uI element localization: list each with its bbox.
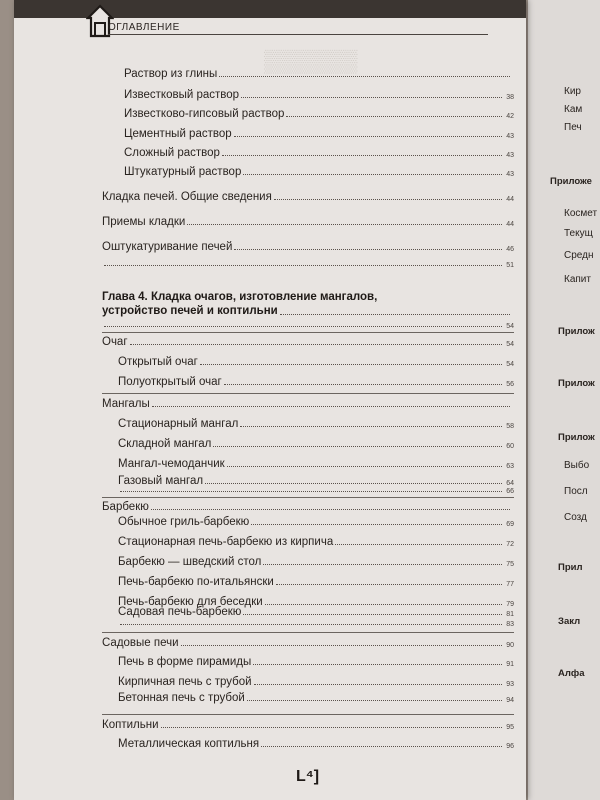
leader-dots xyxy=(152,405,510,407)
toc-entry[interactable] xyxy=(102,212,514,228)
toc-entry[interactable] xyxy=(124,85,514,101)
toc-entry-label: Стационарная печь-барбекю из кирпича xyxy=(118,536,334,548)
toc-page xyxy=(14,0,526,800)
toc-entry-page: 94 xyxy=(506,697,514,704)
leader-dots xyxy=(263,563,502,565)
toc-entry-label: Полуоткрытый очаг xyxy=(118,376,222,388)
toc-entry[interactable] xyxy=(118,454,514,470)
toc-section-page: 95 xyxy=(506,724,514,731)
leader-dots xyxy=(224,383,502,385)
toc-section-label: Садовые печи xyxy=(102,637,179,649)
leader-dots xyxy=(120,623,502,625)
toc-section-label: Коптильни xyxy=(102,719,159,731)
toc-entry-label: Складной мангал xyxy=(118,438,212,450)
leader-dots xyxy=(241,96,502,98)
toc-entry-page: 91 xyxy=(506,661,514,668)
chapter-heading[interactable] xyxy=(102,290,512,318)
toc-entry[interactable] xyxy=(118,734,514,750)
table-of-contents xyxy=(14,0,526,800)
leader-dots xyxy=(161,726,503,728)
bleed-through-text: ▒▒▒▒▒▒ xyxy=(264,48,358,73)
toc-section-label: Мангалы xyxy=(102,398,150,410)
right-page-line: Приложе xyxy=(550,176,592,187)
toc-entry-label: Мангал-чемоданчик xyxy=(118,458,225,470)
page-number-mark: L⁴] xyxy=(296,768,320,785)
right-page-line: Прилож xyxy=(558,378,595,389)
toc-entry-label: Печь-барбекю для беседки xyxy=(118,596,263,608)
toc-entry[interactable] xyxy=(118,552,514,568)
right-page-line: Кир xyxy=(564,86,581,97)
right-page-line: Выбо xyxy=(564,460,590,471)
leader-dots xyxy=(240,425,502,427)
toc-entry-label: Барбекю — шведский стол xyxy=(118,556,262,568)
toc-entry-label: Печь в форме пирамиды xyxy=(118,656,252,668)
leader-dots xyxy=(227,465,503,467)
toc-entry[interactable] xyxy=(118,572,514,588)
toc-section[interactable] xyxy=(102,332,514,348)
toc-entry-page: 58 xyxy=(506,423,514,430)
toc-entry-page: 44 xyxy=(506,196,514,203)
toc-entry[interactable] xyxy=(118,352,514,368)
toc-entry[interactable] xyxy=(124,64,514,80)
toc-entry[interactable] xyxy=(118,688,514,704)
chapter-page-row xyxy=(102,320,514,330)
leader-dots xyxy=(335,543,502,545)
toc-entry-page: 72 xyxy=(506,541,514,548)
toc-entry-page: 93 xyxy=(506,681,514,688)
toc-entry[interactable] xyxy=(102,237,514,253)
toc-entry-page: 44 xyxy=(506,221,514,228)
toc-entry-label: Садовая печь-барбекю xyxy=(118,606,242,618)
leader-dots xyxy=(280,314,510,315)
toc-section[interactable] xyxy=(102,633,514,649)
toc-entry-label: Цементный раствор xyxy=(124,128,232,140)
toc-entry-page: 54 xyxy=(506,361,514,368)
leader-dots xyxy=(234,248,502,250)
leader-dots xyxy=(187,223,502,225)
chapter-page: 54 xyxy=(506,323,514,330)
toc-entry[interactable] xyxy=(124,124,514,140)
toc-entry-page: 66 xyxy=(506,488,514,495)
leader-dots xyxy=(243,173,502,175)
toc-entry-label: Сложный раствор xyxy=(124,147,220,159)
toc-entry[interactable] xyxy=(118,532,514,548)
toc-entry-page: 69 xyxy=(506,521,514,528)
toc-entry-page: 96 xyxy=(506,743,514,750)
toc-section-label: Очаг xyxy=(102,336,128,348)
toc-entry-page: 60 xyxy=(506,443,514,450)
leader-dots xyxy=(213,445,502,447)
toc-section-page: 90 xyxy=(506,642,514,649)
right-page-line: Закл xyxy=(558,616,581,627)
toc-entry-label: Кирпичная печь с трубой xyxy=(118,676,252,688)
toc-entry-label: Открытый очаг xyxy=(118,356,198,368)
leader-dots xyxy=(104,264,502,266)
toc-entry[interactable] xyxy=(118,479,514,495)
toc-entry-label: Оштукатуривание печей xyxy=(102,241,233,253)
leader-dots xyxy=(222,154,502,156)
toc-entry-label: Раствор из глины xyxy=(124,68,218,80)
toc-entry-page: 38 xyxy=(506,94,514,101)
leader-dots xyxy=(130,343,503,345)
toc-entry-page: 81 xyxy=(506,611,514,618)
toc-section[interactable] xyxy=(102,394,514,410)
right-page-line: Кам xyxy=(564,104,583,115)
right-page-line: Текущ xyxy=(564,228,593,239)
toc-entry-page: 75 xyxy=(506,561,514,568)
toc-entry-label: Штукатурный раствор xyxy=(124,166,242,178)
toc-entry-page: 43 xyxy=(506,133,514,140)
leader-dots xyxy=(247,699,502,701)
toc-entry-page: 64 xyxy=(506,480,514,487)
toc-entry[interactable] xyxy=(118,414,514,430)
toc-entry-page: 83 xyxy=(506,621,514,628)
toc-entry-page: 42 xyxy=(506,113,514,120)
toc-entry[interactable] xyxy=(124,104,514,120)
toc-entry[interactable] xyxy=(102,187,514,203)
chapter-title-line2: устройство печей и коптильни xyxy=(102,305,278,317)
toc-entry-label: Газовый мангал xyxy=(118,475,204,487)
toc-entry[interactable] xyxy=(118,434,514,450)
toc-section[interactable] xyxy=(102,497,514,513)
toc-entry-label: Стационарный мангал xyxy=(118,418,239,430)
leader-dots xyxy=(251,523,502,525)
leader-dots xyxy=(286,115,502,117)
leader-dots xyxy=(274,198,502,200)
toc-entry-label: Печь-барбекю по-итальянски xyxy=(118,576,274,588)
right-page-line: Печ xyxy=(564,122,582,133)
leader-dots xyxy=(234,135,503,137)
toc-entry-page: 46 xyxy=(506,246,514,253)
right-page-line: Прилож xyxy=(558,432,595,443)
toc-entry-label: Известковый раствор xyxy=(124,89,240,101)
toc-section[interactable] xyxy=(102,715,514,731)
toc-entry[interactable] xyxy=(118,672,514,688)
right-page-line: Капит xyxy=(564,274,591,285)
toc-entry[interactable] xyxy=(124,143,514,159)
leader-dots xyxy=(181,644,503,646)
toc-entry-page: 43 xyxy=(506,152,514,159)
leader-dots xyxy=(276,583,502,585)
right-page-line: Созд xyxy=(564,512,587,523)
toc-entry-label: Обычное гриль-барбекю xyxy=(118,516,250,528)
toc-entry-label: Приемы кладки xyxy=(102,216,186,228)
toc-entry-label: Известково-гипсовый раствор xyxy=(124,108,285,120)
right-page-line: Средн xyxy=(564,250,594,261)
toc-entry-page: 56 xyxy=(506,381,514,388)
leader-dots xyxy=(261,745,502,747)
chapter-title-line1: Глава 4. Кладка очагов, изготовление мангалов, xyxy=(102,291,378,303)
toc-section-label: Барбекю xyxy=(102,501,149,513)
toc-entry-label: Металлическая коптильня xyxy=(118,738,260,750)
leader-dots xyxy=(200,363,502,365)
toc-entry-page: 51 xyxy=(506,262,514,269)
leader-dots xyxy=(151,508,510,510)
right-page-line: Космет xyxy=(564,208,598,219)
toc-entry-page: 63 xyxy=(506,463,514,470)
leader-dots xyxy=(120,490,502,492)
right-page-line: Прил xyxy=(558,562,583,573)
toc-entry-page: 77 xyxy=(506,581,514,588)
leader-dots xyxy=(219,75,510,77)
toc-entry[interactable] xyxy=(102,253,514,269)
right-page-line: Прилож xyxy=(558,326,595,337)
toc-section-page: 54 xyxy=(506,341,514,348)
toc-entry-label: Бетонная печь с трубой xyxy=(118,692,245,704)
header-title: ОГЛАВЛЕНИЕ xyxy=(108,22,180,33)
toc-entry[interactable] xyxy=(124,162,514,178)
toc-entry-page: 79 xyxy=(506,601,514,608)
toc-entry[interactable] xyxy=(118,612,514,628)
toc-entry-page: 43 xyxy=(506,171,514,178)
toc-entry[interactable] xyxy=(118,512,514,528)
leader-dots xyxy=(254,683,503,685)
leader-dots xyxy=(104,325,502,327)
facing-page xyxy=(528,0,600,800)
right-page-line: Посл xyxy=(564,486,588,497)
right-page-line: Алфа xyxy=(558,668,585,679)
toc-entry-label: Кладка печей. Общие сведения xyxy=(102,191,272,203)
leader-dots xyxy=(253,663,502,665)
toc-entry[interactable] xyxy=(118,652,514,668)
toc-entry[interactable] xyxy=(118,372,514,388)
